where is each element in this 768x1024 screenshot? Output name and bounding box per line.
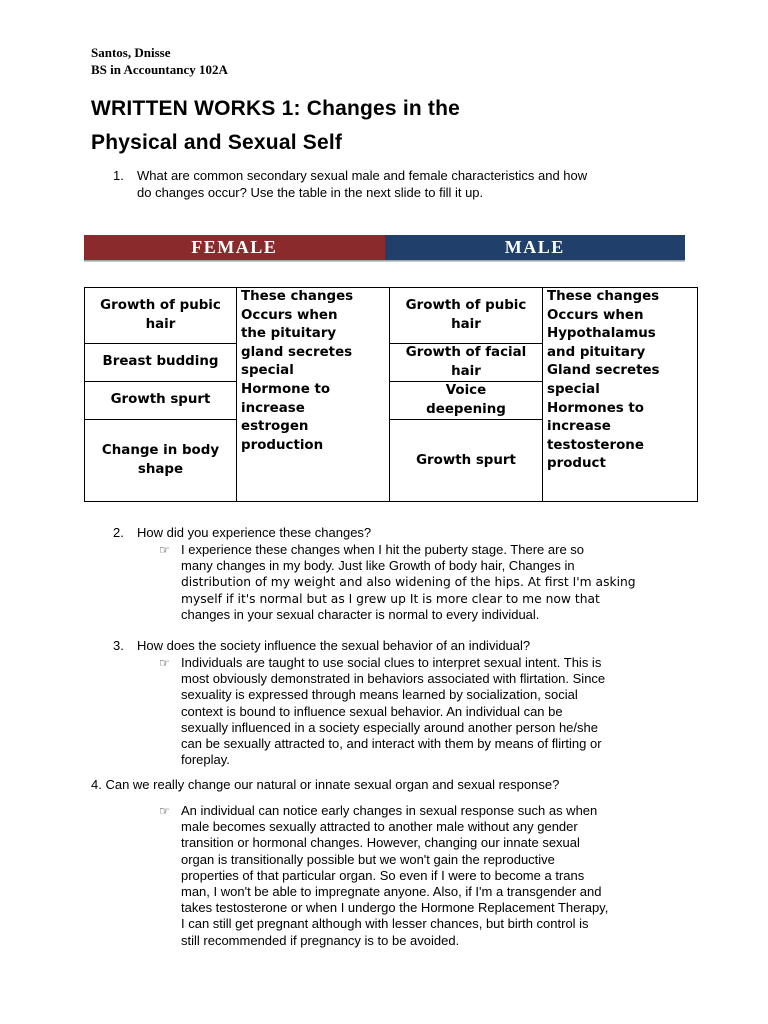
female-trait-cell: Growth of pubic hair [85,288,237,344]
female-header: FEMALE [84,235,385,260]
female-trait-cell: Change in body shape [85,420,237,502]
male-trait-cell: Growth spurt [390,420,543,502]
pointing-hand-icon: ☞ [159,543,170,557]
answer-text: I experience these changes when I hit the puberty stage. There are so many changes in my body. Just like Growth of body hair, Changes in distribution of my weight and also widening of the hips. At first I'm asking myself if it's normal but as I grew up It is more clear to me now that changes in your sexual character is normal to every individual. [181,542,636,622]
question-number: 1. [113,168,124,183]
female-trait-cell: Growth spurt [85,382,237,420]
question-4 [91,777,691,794]
question-text: 4. Can we really change our natural or innate sexual organ and sexual response? [91,777,560,792]
question-text [137,168,587,201]
male-description-cell: These changes Occurs when Hypothalamus and pituitary Gland secretes special Hormones to increase testosterone product [543,288,698,502]
male-trait-cell: Growth of facial hair [390,344,543,382]
question-2 [113,525,693,542]
author-course: BS in Accountancy 102A [91,62,228,77]
title-line-1: WRITTEN WORKS 1: Changes in the [91,97,461,120]
title-line-2: Physical and Sexual Self [91,131,343,154]
question-number: 3. [113,638,124,653]
answer-text: Individuals are taught to use social clues to interpret sexual intent. This is most obviously demonstrated in behaviors associated with flirtation. Since sexuality is expressed through means learned by socialization, social context is bound to influence sexual behavior. An individual can be sexually influenced in a society especially around another person he/she can be sexually attracted to, and interact with them by means of flirting or foreplay. [181,655,606,768]
characteristics-table [84,287,698,502]
page-title [91,92,731,160]
answer-text: An individual can notice early changes in sexual response such as when male becomes sexually attracted to another male without any gender transition or hormonal changes. However, changing our innate sexual organ is transitionally possible but we won't gain the reproductive properties of that particular organ. So even if I were to become a trans man, I won't be able to impregnate anyone. Also, if I'm a transgender and takes testosterone or when I undergo the Hormone Replacement Therapy, I can still get pregnant although with lesser chances, but birth control is still recommended if pregnancy is to be avoided. [181,803,609,948]
answer-4 [159,803,699,953]
author-name: Santos, Dnisse [91,45,171,60]
question-text-line: What are common secondary sexual male and female characteristics and how [137,168,588,183]
male-trait-cell: Voice deepening [390,382,543,420]
answer-2 [159,542,699,626]
answer-3 [159,655,699,771]
pointing-hand-icon: ☞ [159,656,170,670]
sex-header-bar [84,235,685,261]
question-text: How did you experience these changes? [137,525,372,540]
pointing-hand-icon: ☞ [159,804,170,818]
question-text: How does the society influence the sexual behavior of an individual? [137,638,531,653]
male-header: MALE [385,235,686,260]
question-number: 2. [113,525,124,540]
male-trait-cell: Growth of pubic hair [390,288,543,344]
female-description-cell: These changes Occurs when the pituitary gland secretes special Hormone to increase estrogen production [237,288,390,502]
question-1 [113,168,693,202]
author-block [91,44,228,78]
question-text-line: do changes occur? Use the table in the next slide to fill it up. [137,184,484,200]
question-3 [113,638,693,655]
female-trait-cell: Breast budding [85,344,237,382]
